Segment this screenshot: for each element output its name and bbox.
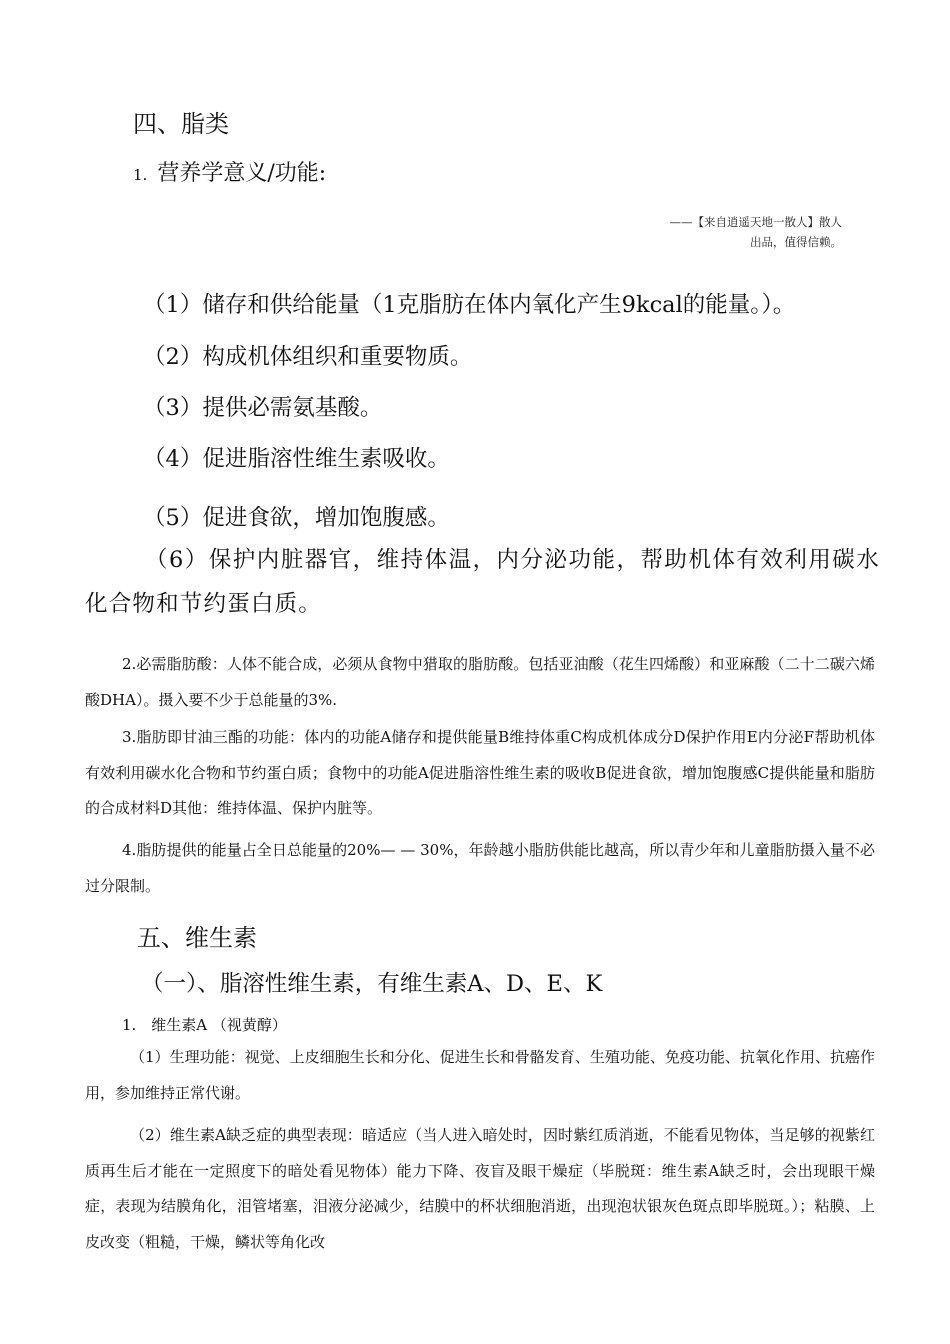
fat-item1-number: 1. <box>133 166 148 184</box>
section-heading-fat: 四、脂类 <box>133 110 229 138</box>
fat-paragraph-essential-fatty-acids: 2.必需脂肪酸：人体不能合成，必须从食物中猎取的脂肪酸。包括亚油酸（花生四烯酸）和亚麻酸（二十二碳六烯酸DHA）。摄入要不少于总能量的3%. <box>85 655 875 709</box>
vitamin-subheading-fat-soluble: （一）、脂溶性维生素，有维生素A、D、E、K <box>141 971 603 997</box>
fat-paragraph-energy-ratio: 4.脂肪提供的能量占全日总能量的20%— — 30%，年龄越小脂肪供能比越高，所以青少年和儿童脂肪摄入量不必过分限制。 <box>85 841 875 895</box>
source-note-line1: ——【来自逍遥天地一散人】散人 <box>669 215 842 229</box>
fat-function-1: （1）储存和供给能量（1克脂肪在体内氧化产生9kcal的能量。）。 <box>143 292 796 318</box>
fat-function-4: （4）促进脂溶性维生素吸收。 <box>143 446 450 472</box>
vitamin-a-title: 1. 维生素A （视黄醇） <box>122 1016 287 1034</box>
section-heading-vitamin: 五、维生素 <box>137 924 257 952</box>
fat-paragraph-triglyceride-functions: 3.脂肪即甘油三酯的功能：体内的功能A储存和提供能量B维持体重C构成机体成分D保护作用E内分泌F帮助机体有效利用碳水化合物和节约蛋白质；食物中的功能A促进脂溶性维生素的吸收B促进食欲，增加饱腹感C提供能量和脂肪的合成材料D其他：维持体温、保护内脏等。 <box>85 728 875 817</box>
fat-function-2: （2）构成机体组织和重要物质。 <box>143 344 473 370</box>
fat-function-6: （6）保护内脏器官，维持体温，内分泌功能，帮助机体有效利用碳水化合物和节约蛋白质。 <box>85 547 880 617</box>
vitamin-a-physiology: （1）生理功能：视觉、上皮细胞生长和分化、促进生长和骨骼发育、生殖功能、免疫功能、抗氧化作用、抗癌作用，参加维持正常代谢。 <box>85 1048 875 1102</box>
fat-function-3: （3）提供必需氨基酸。 <box>143 395 383 421</box>
vitamin-a-deficiency: （2）维生素A缺乏症的典型表现：暗适应（当人进入暗处时，因时紫红质消逝，不能看见物体，当足够的视紫红质再生后才能在一定照度下的暗处看见物体）能力下降、夜盲及眼干燥症（毕脱斑：维生素A缺乏时，会出现眼干燥症，表现为结膜角化，泪管堵塞，泪液分泌减少，结膜中的杯状细胞消逝，出现泡状银灰色斑点即毕脱斑。）；粘膜、上皮改变（粗糙，干燥，鳞状等角化改 <box>85 1126 875 1251</box>
fat-item1-heading <box>133 156 326 187</box>
fat-function-5: （5）促进食欲，增加饱腹感。 <box>143 505 450 531</box>
source-note-line2: 出品，值得信赖。 <box>750 235 842 249</box>
source-note <box>670 212 843 252</box>
fat-item1-title: 营养学意义/功能: <box>157 161 327 186</box>
